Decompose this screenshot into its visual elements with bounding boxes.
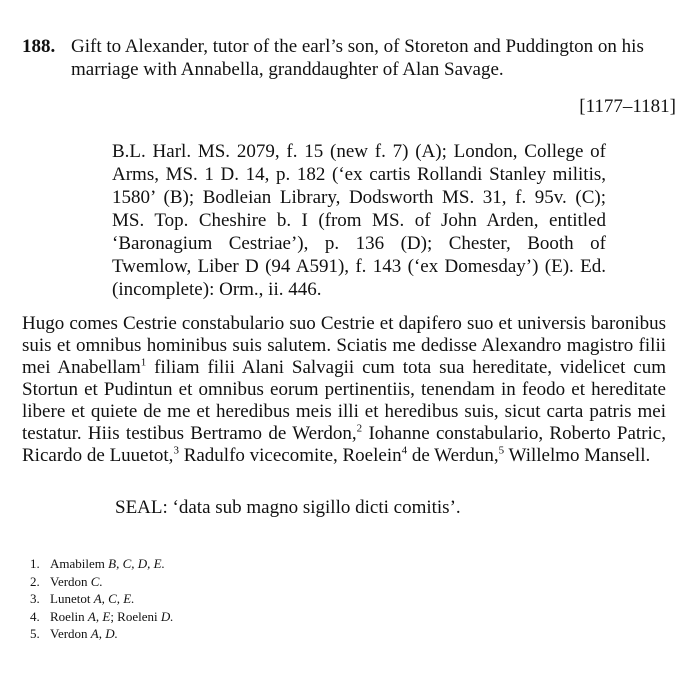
footnote-text: ; Roeleni: [110, 608, 161, 624]
footnote-number: 3.: [30, 591, 40, 606]
footnote-text: Amabilem: [50, 556, 109, 571]
seal-note: SEAL: ‘data sub magno sigillo dicti comitis’.: [115, 497, 461, 518]
footnote-refs: C.: [90, 573, 103, 589]
footnote-ref: 2: [356, 422, 363, 435]
footnote-item: [30, 555, 430, 573]
footnote-refs: A, E: [87, 608, 111, 624]
footnote-refs: A, C, E.: [93, 591, 135, 606]
footnote-item: [30, 573, 430, 591]
footnote-ref: 3: [173, 444, 179, 457]
footnote-number: 2.: [30, 573, 40, 589]
entry-title: Gift to Alexander, tutor of the earl’s son, of Storeton and Puddington on his marriage with Annabella, granddaughter of Alan Savage.: [71, 36, 644, 80]
entry-date: [1177–1181]: [579, 96, 676, 117]
charter-text-part: Hugo comes Cestrie constabulario suo Cestrie et dapifero suo et universis baronibus suis et omnibus hominibus suis salutem. Sciatis me dedisse Alexandro magistro filii mei Anabellam: [22, 313, 666, 378]
charter-text-part: de Werdun,: [407, 445, 499, 466]
charter-text-part: filiam filii Alani Salvagii cum tota sua hereditate, videlicet cum Stortun et Pudintun et omnibus eorum pertinentiis, tenendam in feodo et hereditate libere et quiete de me et heredibus meis illi et heredibus suis, sicut carta patris mei testatur. Hiis testibus Bertramo de Werdon,: [22, 357, 666, 444]
footnote-ref: 4: [401, 444, 408, 457]
footnote-number: 5.: [30, 626, 40, 641]
charter-text-part: Iohanne constabulario, Roberto Patric, Ricardo de Luuetot,: [22, 423, 666, 466]
footnote-item: [30, 625, 430, 643]
footnote-ref: 1: [140, 356, 147, 369]
footnote-item: [30, 608, 430, 626]
footnote-text: Roelin: [50, 608, 88, 624]
footnote-refs: A, D.: [90, 626, 118, 641]
charter-text: [22, 313, 666, 467]
footnote-item: [30, 590, 430, 608]
footnotes-list: [30, 555, 430, 643]
manuscript-sources: B.L. Harl. MS. 2079, f. 15 (new f. 7) (A); London, College of Arms, MS. 1 D. 14, p. 182 (‘ex cartis Rollandi Stanley militis, 1580’ (B); Bodleian Library, Dodsworth MS. 31, f. 95v. (C); MS. Top. Cheshire b. I (from MS. of John Arden, entitled ‘Baronagium Cestriae’), p. 136 (D); Chester, Booth of Twemlow, Liber D (94 A591), f. 143 (‘ex Domesday’) (E). Ed. (incomplete): Orm., ii. 446.: [112, 141, 606, 300]
entry-number: 188.: [22, 36, 56, 57]
footnote-ref: 5: [498, 444, 505, 457]
footnote-refs: B, C, D, E.: [108, 556, 165, 571]
footnote-text: Lunetot: [50, 591, 94, 606]
charter-text-part: Radulfo vicecomite, Roelein: [178, 445, 402, 466]
footnote-refs: D.: [160, 608, 174, 624]
footnote-text: Verdon: [50, 626, 91, 641]
charter-text-part: Willelmo Mansell.: [504, 445, 651, 466]
footnote-number: 4.: [30, 608, 40, 624]
footnote-number: 1.: [30, 556, 40, 571]
footnote-text: Verdon: [50, 573, 91, 589]
